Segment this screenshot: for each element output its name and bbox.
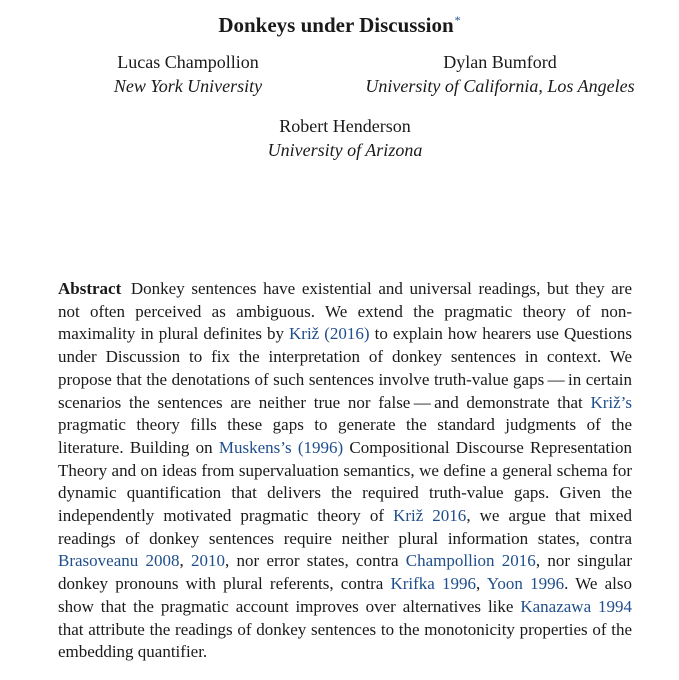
citation-link[interactable]: Križ’s bbox=[590, 392, 632, 412]
abstract-text: to explain how hearers use Questions under Discussion to fix the interpretation of donkey sentences in context. We propose that the denotations of such sentences involve truth-value gaps — in certain scenarios the sentences are neither true nor false — and demonstrate that bbox=[58, 324, 633, 412]
abstract-text: , we argue that mixed readings of donkey sentences require neither plural information states, contra bbox=[58, 506, 632, 548]
abstract-label: Abstract bbox=[58, 279, 122, 298]
title-footnote-link[interactable]: * bbox=[454, 13, 461, 27]
abstract-text: , bbox=[476, 574, 487, 594]
citation-link[interactable]: Champollion 2016 bbox=[405, 551, 536, 571]
paper-title bbox=[0, 6, 679, 39]
author-name: Dylan Bumford bbox=[443, 52, 557, 72]
abstract-text: Donkey sentences have existential and universal readings, but they are not often perceived as ambiguous. We extend the pragmatic theory of non-maximality in plural definites by bbox=[58, 279, 632, 344]
abstract bbox=[58, 278, 632, 664]
abstract-text: , nor error states, contra bbox=[225, 551, 406, 571]
citation-link[interactable]: Yoon 1996 bbox=[486, 574, 565, 594]
abstract-text: , nor singular donkey pronouns with plural referents, contra bbox=[58, 551, 633, 594]
citation-link[interactable]: Krifka 1996 bbox=[390, 574, 477, 594]
author-affiliation: University of Arizona bbox=[267, 140, 423, 160]
abstract-text: Compositional Discourse Representation Theory and on ideas from supervaluation semantics, we define a general schema for dynamic quantification that delivers the required truth-value gaps. Given the independently motivated pragmatic theory of bbox=[58, 437, 632, 526]
author-name: Lucas Champollion bbox=[117, 52, 259, 72]
title-text: Donkeys under Discussion bbox=[218, 13, 454, 37]
author-block-2 bbox=[340, 50, 660, 98]
citation-link[interactable]: Križ 2016 bbox=[393, 506, 467, 526]
author-affiliation: University of California, Los Angeles bbox=[365, 76, 635, 96]
author-block-3 bbox=[230, 114, 460, 162]
citation-link[interactable]: Brasoveanu 2008 bbox=[58, 551, 180, 571]
citation-link[interactable]: Kanazawa 1994 bbox=[520, 596, 633, 616]
author-name: Robert Henderson bbox=[279, 116, 411, 136]
abstract-text: . We also show that the pragmatic account improves over alternatives like bbox=[58, 574, 633, 616]
author-block-1 bbox=[88, 50, 288, 98]
abstract-text: , bbox=[179, 551, 192, 571]
citation-link[interactable]: Križ (2016) bbox=[289, 324, 370, 344]
author-affiliation: New York University bbox=[113, 76, 263, 96]
citation-link[interactable]: Muskens’s (1996) bbox=[218, 437, 344, 457]
abstract-text: that attribute the readings of donkey sentences to the monotonicity properties of the embedding quantifier. bbox=[58, 619, 632, 662]
citation-link[interactable]: 2010 bbox=[191, 551, 226, 571]
abstract-text: pragmatic theory fills these gaps to generate the standard judgments of the literature. Building on bbox=[58, 415, 632, 457]
